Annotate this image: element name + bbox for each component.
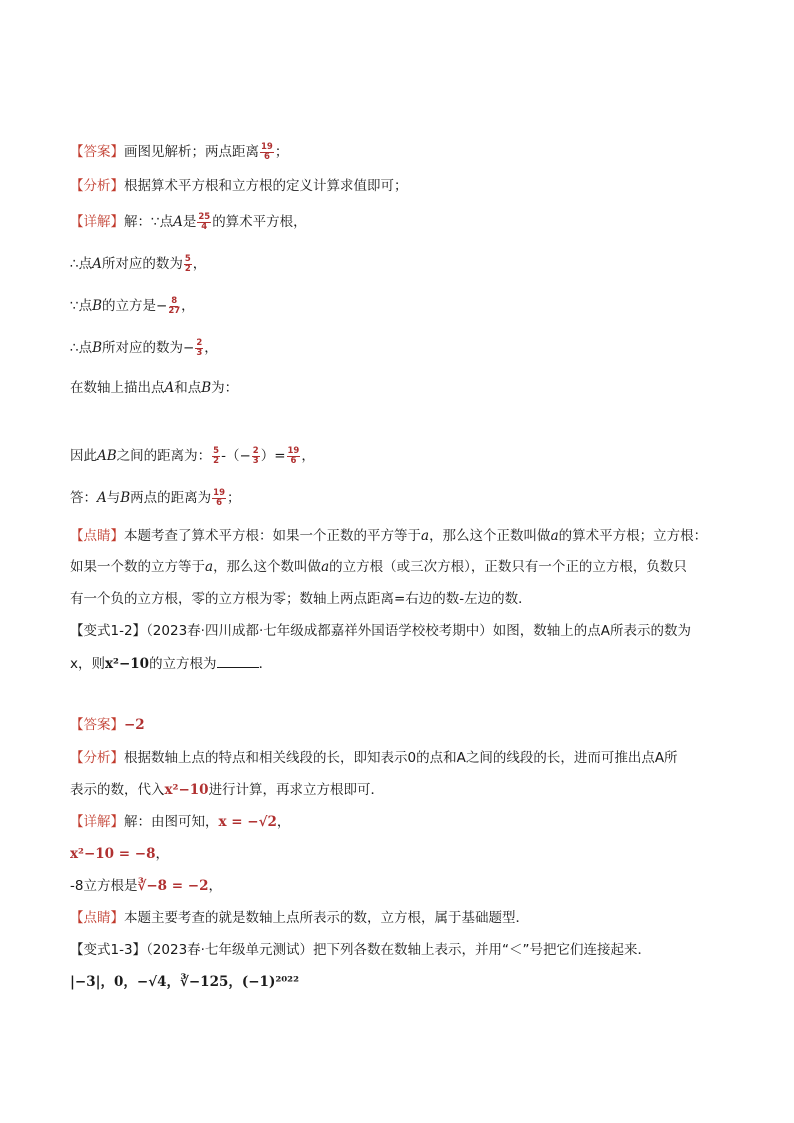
detail-tag: 【详解】	[70, 814, 124, 830]
detail-line-10: -8立方根是∛−8 = −2，	[70, 878, 222, 894]
answer-tag: 【答案】	[70, 717, 124, 733]
detail-line-7: 答：A与B两点的距离为 $\frac{19}{6}$ ；	[70, 487, 241, 508]
comment-tag: 【点睛】	[70, 528, 124, 544]
analysis-text: 根据算术平方根和立方根的定义计算求值即可；	[124, 178, 408, 194]
comment-line-2: 如果一个数的立方等于a，那么这个数叫做a的立方根（或三次方根），正数只有一个正的立方根，负数只	[70, 559, 687, 575]
question-1-3-numbers: |−3|，0，−√4，∛−125，(−1)²⁰²²	[70, 974, 299, 990]
analysis-line-3: 表示的数，代入x²−10进行计算，再求立方根即可．	[70, 782, 385, 798]
answer-text: 画图见解析；两点距离	[124, 144, 259, 160]
question-source: （2023春·四川成都·七年级成都嘉祥外国语学校校考期中）如图，数轴上的点A所表示的数为	[146, 623, 691, 639]
question-1-2-line-1	[70, 621, 691, 641]
detail-line-4: ∴点B所对应的数为− $\frac{2}{3}$ ，	[70, 337, 218, 358]
fraction: $\frac{5}{2}$	[184, 253, 191, 274]
comment-line-1: 【点睛】本题考查了算术平方根：如果一个正数的平方等于a，那么这个正数叫做a的算术平方根；立方根：	[70, 528, 708, 544]
answer-tag: 【答案】	[70, 144, 124, 160]
fraction: $\frac{8}{27}$	[168, 295, 181, 316]
question-label: 【变式1-2】	[70, 623, 147, 639]
detail-line-2: ∴点A所对应的数为 $\frac{5}{2}$ ，	[70, 253, 207, 274]
answer-blank	[217, 653, 259, 668]
fraction: $\frac{5}{2}$	[213, 445, 220, 466]
detail-line-1: 【详解】解：∵点A是 $\frac{25}{4}$ 的算术平方根，	[70, 211, 307, 232]
fraction: $\frac{2}{3}$	[196, 337, 203, 358]
comment-line-3: 有一个负的立方根，零的立方根为零；数轴上两点距离=右边的数-左边的数．	[70, 591, 532, 607]
question-source: （2023春·七年级单元测试）把下列各数在数轴上表示，并用“＜”号把它们连接起来．	[146, 942, 651, 958]
fraction: $\frac{19}{6}$	[287, 445, 300, 466]
analysis-tag: 【分析】	[70, 750, 124, 766]
answer-value: −2	[124, 717, 145, 733]
question-1-3-line-1	[70, 940, 651, 960]
analysis-line-1	[70, 176, 408, 196]
analysis-line-2: 【分析】根据数轴上点的特点和相关线段的长，即知表示0的点和A之间的线段的长，进而可推出点A所	[70, 750, 678, 766]
comment-tag: 【点睛】	[70, 910, 124, 926]
detail-line-5: 在数轴上描出点A和点B为：	[70, 380, 239, 396]
fraction: $\frac{19}{6}$	[213, 487, 226, 508]
answer-line-1: 【答案】画图见解析；两点距离 $\frac{19}{6}$ ；	[70, 141, 289, 162]
detail-line-3: ∵点B的立方是− $\frac{8}{27}$ ，	[70, 295, 195, 316]
fraction: $\frac{2}{3}$	[252, 445, 259, 466]
fraction: $\frac{25}{4}$	[198, 211, 211, 232]
detail-line-6: 因此AB之间的距离为： $\frac{5}{2}$ -（− $\frac{2}{3}$ ）= $\frac{19}{6}$ ，	[70, 445, 315, 466]
analysis-tag: 【分析】	[70, 178, 124, 194]
detail-tag: 【详解】	[70, 214, 124, 230]
detail-line-8: 【详解】解：由图可知，x = −√2，	[70, 814, 291, 830]
question-label: 【变式1-3】	[70, 942, 147, 958]
answer-fraction: $\frac{19}{6}$	[261, 141, 273, 162]
question-1-2-line-2: x，则x²−10的立方根为 ．	[70, 653, 272, 674]
answer-line-2	[70, 715, 145, 735]
detail-line-9: x²−10 = −8，	[70, 846, 169, 862]
comment-line-4: 【点睛】本题主要考查的就是数轴上点所表示的数，立方根，属于基础题型．	[70, 910, 529, 926]
